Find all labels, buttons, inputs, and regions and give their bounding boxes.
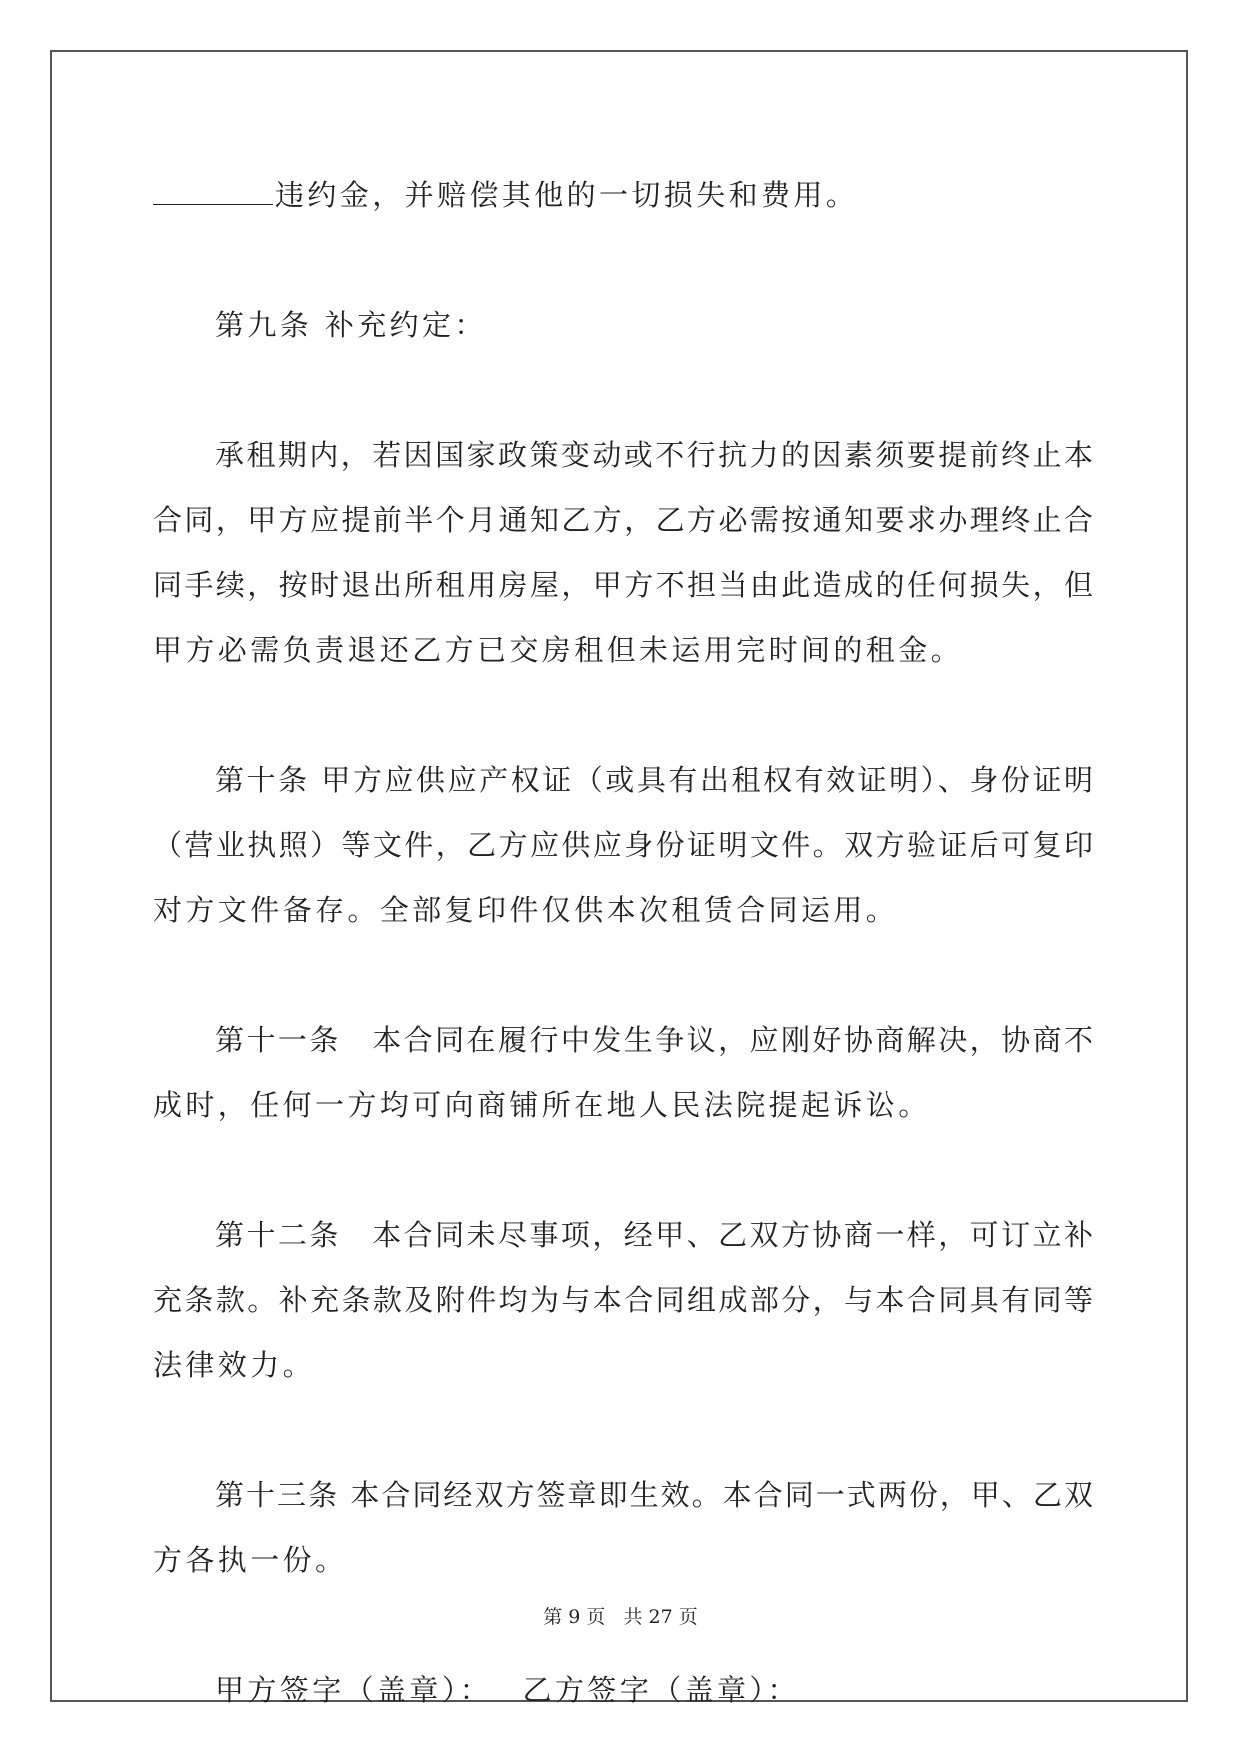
article-9-heading: 第九条 补充约定： [215,308,487,342]
paragraph-line: 方各执一份。 [153,1543,348,1577]
paragraph-line: 成时，任何一方均可向商铺所在地人民法院提起诉讼。 [153,1088,931,1122]
page-total: 共 27 页 [623,1606,698,1628]
paragraph-line [153,358,1093,423]
paragraph-line [153,683,1093,748]
paragraph-line: 法律效力。 [153,1348,316,1382]
paragraph-line [153,228,1093,293]
paragraph-line: 同手续，按时退出所租用房屋，甲方不担当由此造成的任何损失，但 [153,568,1093,602]
page-number: 第 9 页 [543,1606,606,1628]
paragraph-line: 甲方必需负责退还乙方已交房租但未运用完时间的租金。 [153,633,964,667]
article-12-line: 第十二条 本合同未尽事项，经甲、乙双方协商一样，可订立补 [215,1218,1093,1252]
paragraph-line [153,943,1093,1008]
paragraph-line: 对方文件备存。全部复印件仅供本次租赁合同运用。 [153,893,899,927]
paragraph-line [153,1398,1093,1463]
paragraph-line: （营业执照）等文件，乙方应供应身份证明文件。双方验证后可复印 [153,828,1093,862]
page-footer [0,1602,1241,1629]
fill-in-blank [153,182,273,205]
article-13-line: 第十三条 本合同经双方签章即生效。本合同一式两份，甲、乙双 [215,1478,1093,1512]
paragraph-line: 违约金，并赔偿其他的一切损失和费用。 [153,163,1093,228]
document-body [153,163,1093,1723]
paragraph-line: 承租期内，若因国家政策变动或不行抗力的因素须要提前终止本 [215,438,1093,472]
paragraph-line: 充条款。补充条款及附件均为与本合同组成部分，与本合同具有同等 [153,1283,1093,1317]
signature-line: 甲方签字（盖章）： 乙方签字（盖章）： [215,1673,800,1707]
article-11-line: 第十一条 本合同在履行中发生争议，应刚好协商解决，协商不 [215,1023,1093,1057]
paragraph-line [153,1138,1093,1203]
article-10-line: 第十条 甲方应供应产权证（或具有出租权有效证明）、身份证明 [215,763,1093,797]
paragraph-line: 合同，甲方应提前半个月通知乙方，乙方必需按通知要求办理终止合 [153,503,1093,537]
